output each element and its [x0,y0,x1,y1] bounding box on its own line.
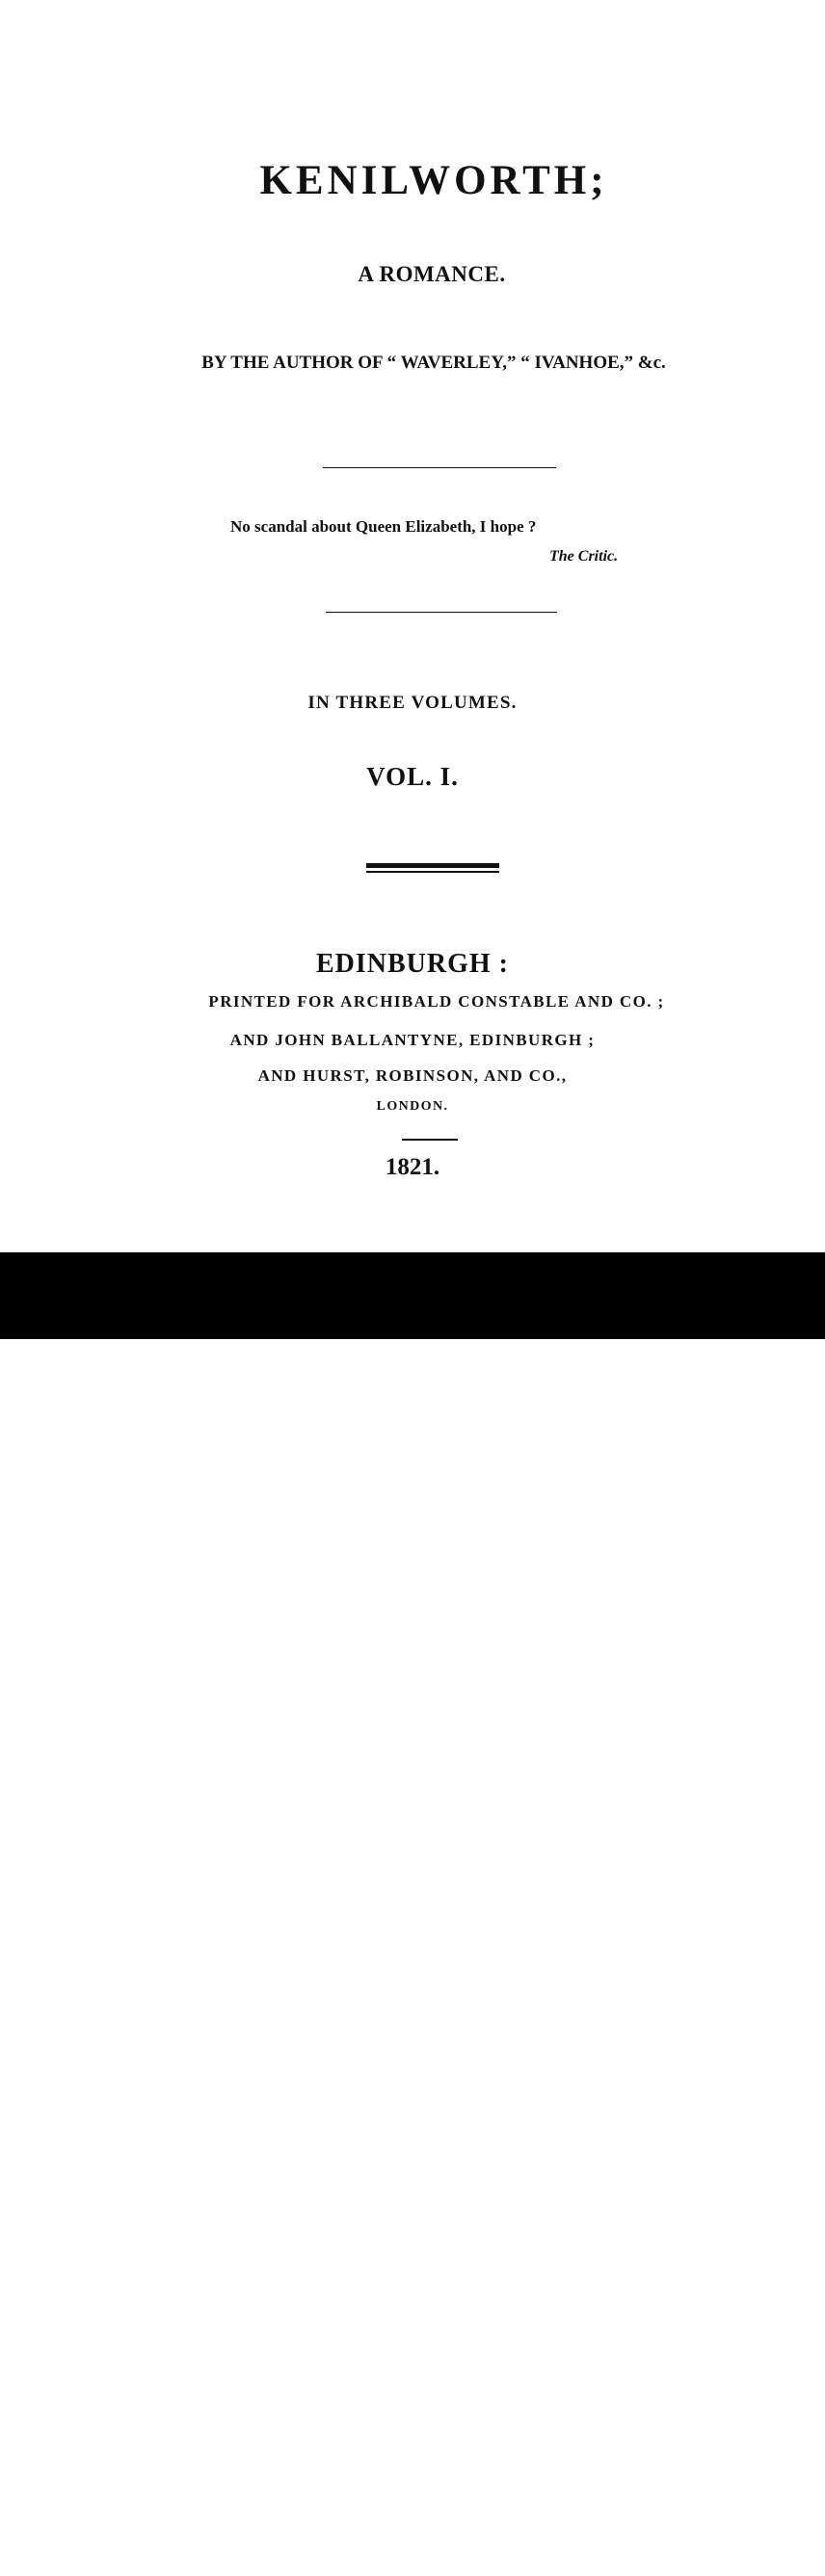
watermark-logo: alamy [27,2522,132,2564]
volume-number: VOL. I. [366,762,459,791]
divider-rule [402,1139,458,1141]
divider-rule [326,612,557,613]
image-id: 2DCE83F [716,2525,793,2544]
imprint-city: EDINBURGH : [315,949,509,979]
stock-watermark-bar [0,1252,825,2575]
book-subtitle: A ROMANCE. [358,262,506,286]
epigraph-quote: No scandal about Queen Elizabeth, I hope ? [230,517,537,536]
book-title: KENILWORTH; [259,158,608,203]
imprint-line: AND HURST, ROBINSON, AND CO., [257,1066,568,1085]
publication-year: 1821. [385,1154,440,1180]
volumes-note: IN THREE VOLUMES. [307,693,518,713]
epigraph-source: The Critic. [549,548,619,565]
site-url: www.alamy.com [676,2557,793,2575]
rule-thick [366,863,499,868]
imprint-line: AND JOHN BALLANTYNE, EDINBURGH ; [229,1031,596,1049]
double-rule-ornament [366,863,499,873]
author-byline: BY THE AUTHOR OF “ WAVERLEY,” “ IVANHOE,” &c. [201,353,666,373]
imprint-line: PRINTED FOR ARCHIBALD CONSTABLE AND CO. ; [208,992,665,1011]
title-page [0,0,825,1252]
rule-thin [366,871,499,873]
divider-rule [323,467,556,468]
imprint-line: LONDON. [376,1099,449,1114]
